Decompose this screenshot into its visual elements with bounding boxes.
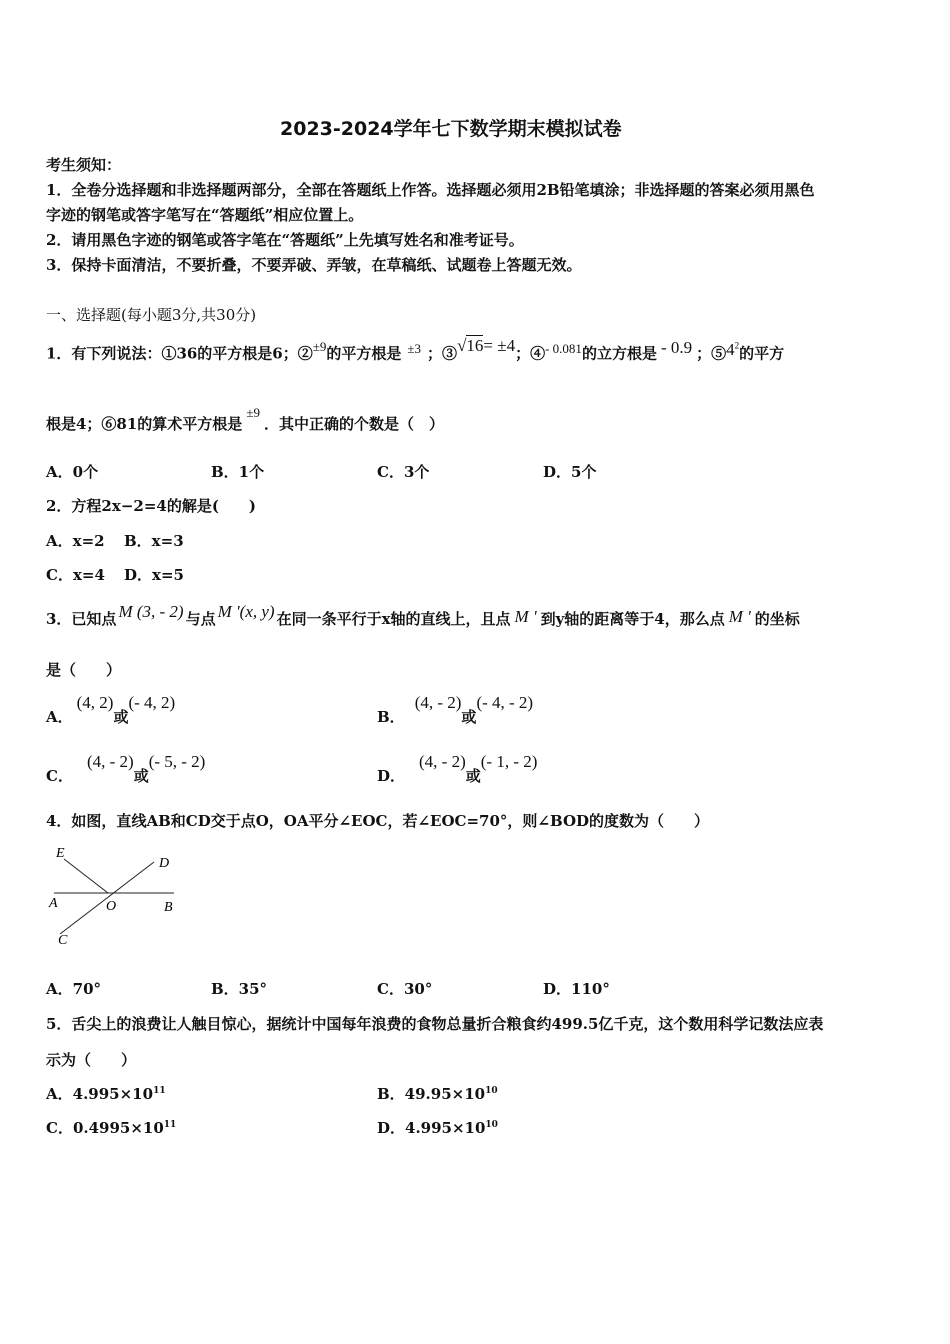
q1-option-d[interactable]: D．5个	[543, 463, 597, 481]
q4-option-a[interactable]: A．70°	[46, 980, 102, 998]
q3-math-point-m-prime: M '(x, y)	[217, 602, 275, 621]
q2-option-b[interactable]: B．x=3	[124, 532, 184, 550]
ray-oe	[64, 859, 108, 893]
label-c: C	[58, 933, 68, 948]
q4-option-d[interactable]: D．110°	[543, 980, 610, 998]
notice-line-1b: 字迹的钢笔或答字笔写在“答题纸”相应位置上。	[46, 206, 364, 224]
notice-line-2: 2．请用黑色字迹的钢笔或答字笔在“答题纸”上先填写姓名和准考证号。	[46, 231, 524, 249]
question-1-line-1	[46, 335, 785, 366]
label-b: B	[164, 900, 173, 915]
q1-option-b[interactable]: B．1个	[211, 463, 265, 481]
q1-math-pm9-b: ±9	[246, 405, 260, 420]
q2-option-d[interactable]: D．x=5	[124, 566, 184, 584]
q1-math-neg0081: - 0.081	[545, 340, 582, 356]
q1-math-4sq: $4^2$	[726, 339, 740, 359]
q1-text-5: 的立方根是	[581, 344, 657, 363]
q1-text-4: ；④	[515, 344, 546, 363]
question-5-line-2: 示为（ ）	[46, 1051, 137, 1069]
q3-math-point-m: M (3, - 2)	[118, 602, 184, 621]
q1-math-sqrt16: √16= ±4	[457, 335, 516, 355]
q1-math-neg09: - 0.9	[660, 337, 693, 357]
question-3-line-1: 3．已知点 M (3, - 2) 与点 M '(x, y) 在同一条平行于x轴的直线上，且点 M ' 到y轴的距离等于4，那么点 M ' 的坐标	[46, 602, 800, 628]
q1-text-6: ；⑤	[696, 344, 727, 363]
q1-option-c[interactable]: C．3个	[377, 463, 430, 481]
q2-option-c[interactable]: C．x=4	[46, 566, 105, 584]
question-3-line-2: 是（ ）	[46, 661, 122, 679]
notice-line-1: 1．全卷分选择题和非选择题两部分，全部在答题纸上作答。选择题必须用2B铅笔填涂；非选择题的答案必须用黑色	[46, 181, 815, 199]
q4-figure	[46, 842, 186, 950]
label-d: D	[159, 856, 170, 871]
q1-text-3: ；③	[427, 344, 458, 363]
q5-option-c[interactable]: C．$0.4995\times 10^{11}$	[46, 1119, 177, 1137]
question-4-stem: 4．如图，直线AB和CD交于点O，OA平分∠EOC，若∠EOC=70°，则∠BOD的度数为（ ）	[46, 812, 710, 830]
notice-heading: 考生须知：	[46, 156, 122, 174]
q1-option-a[interactable]: A．0个	[46, 463, 99, 481]
question-1-line-2: 根是4；⑥81的算术平方根是±9．其中正确的个数是（ ）	[46, 405, 444, 433]
q3-option-b[interactable]: B．(4, - 2)或(- 4, - 2)	[377, 693, 534, 726]
q3-math-m-prime-2: M '	[728, 607, 751, 626]
q1-text-1: 1．有下列说法：①36的平方根是6；②	[46, 344, 313, 363]
section-heading: 一、选择题(每小题3分,共30分)	[46, 306, 257, 324]
label-a: A	[49, 896, 58, 911]
q3-option-d[interactable]: D．(4, - 2)或(- 1, - 2)	[377, 752, 538, 785]
label-e: E	[56, 846, 65, 861]
q4-option-b[interactable]: B．35°	[211, 980, 268, 998]
q1-math-pm9: ±9	[312, 338, 327, 354]
question-5-line-1: 5．舌尖上的浪费让人触目惊心，据统计中国每年浪费的食物总量折合粮食约499.5亿千克，这个数用科学记数法应表	[46, 1015, 824, 1033]
q1-math-pm3: ±3	[407, 340, 422, 356]
label-o: O	[106, 899, 117, 914]
q5-option-d[interactable]: D．$4.995\times 10^{10}$	[377, 1119, 498, 1137]
notice-line-3: 3．保持卡面清洁，不要折叠，不要弄破、弄皱，在草稿纸、试题卷上答题无效。	[46, 256, 582, 274]
line-cd	[60, 862, 154, 934]
q3-math-m-prime-1: M '	[514, 607, 537, 626]
question-2-stem: 2．方程2x−2=4的解是( )	[46, 497, 257, 515]
q3-option-c[interactable]: C．(4, - 2)或(- 5, - 2)	[46, 752, 206, 785]
q4-option-c[interactable]: C．30°	[377, 980, 433, 998]
q1-text-7: 的平方	[739, 344, 785, 363]
q2-option-a[interactable]: A．x=2	[46, 532, 105, 550]
page-title: 2023-2024学年七下数学期末模拟试卷	[280, 118, 622, 140]
sqrt-icon: √	[457, 335, 467, 355]
q3-option-a[interactable]: A．(4, 2)或(- 4, 2)	[46, 693, 176, 726]
q1-text-2: 的平方根是	[326, 344, 402, 363]
q5-option-a[interactable]: A．$4.995\times 10^{11}$	[46, 1085, 166, 1103]
q5-option-b[interactable]: B．$49.95\times 10^{10}$	[377, 1085, 498, 1103]
